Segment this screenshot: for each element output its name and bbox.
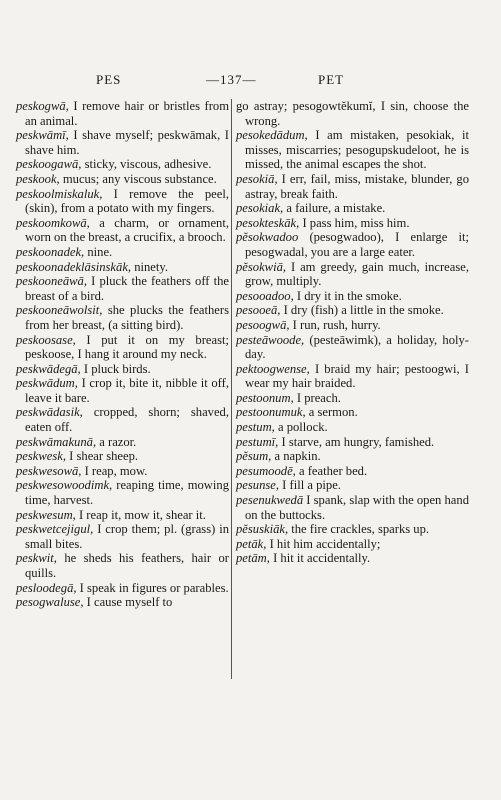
entry-headword: pesokiā, [236, 171, 278, 186]
entry-headword: peskwāmakunā, [16, 434, 97, 449]
dictionary-entry [236, 303, 469, 318]
dictionary-entry [16, 581, 229, 596]
entry-definition: a feather bed. [295, 463, 368, 478]
entry-headword: peskoolmiskaluk, [16, 186, 103, 201]
dictionary-entry [16, 362, 229, 377]
dictionary-entry [236, 493, 469, 522]
entry-definition: (pesogwadoo), I enlarge it; pesogwadal, you are a large eater. [245, 230, 469, 259]
dictionary-entry [16, 551, 229, 580]
entry-headword: peskoogawā, [16, 157, 82, 172]
entry-headword: pesenukwedā [236, 493, 304, 508]
entry-definition: reaping time, mowing time, harvest. [25, 478, 229, 508]
entry-definition: I remove the peel, (skin), from a potato with my fingers. [25, 186, 229, 216]
entry-definition: mucus; any viscous substance. [59, 171, 217, 186]
dictionary-entry [236, 216, 469, 231]
dictionary-entry [16, 187, 229, 216]
entry-definition: I shear sheep. [66, 449, 139, 464]
entry-definition: I err, fail, miss, mistake, blunder, go astray, break faith. [245, 171, 469, 201]
dictionary-entry [236, 230, 469, 259]
entry-headword: peskooneāwolsit, [16, 303, 103, 318]
dictionary-entry [16, 435, 229, 450]
entry-headword: pesokteskāk, [236, 215, 300, 230]
entry-definition: cropped, shorn; shaved, eaten off. [25, 405, 229, 435]
dictionary-entry [236, 260, 469, 289]
entry-headword: pestoonum, [236, 390, 294, 405]
dictionary-entry [16, 464, 229, 479]
right-column [236, 99, 469, 566]
entry-headword: peskooneāwā, [16, 274, 87, 289]
entry-headword: peskwādegā, [16, 361, 81, 376]
entry-headword: pesloodegā, [16, 580, 77, 595]
entry-definition: I braid my hair; pestoogwi, I wear my hair braided. [245, 361, 469, 391]
entry-headword: pektoogwense, [236, 361, 310, 376]
dictionary-entry [16, 99, 229, 128]
entry-headword: peskogwā, [16, 99, 69, 113]
entry-definition: I dry it in the smoke. [293, 288, 402, 303]
entry-headword: pĕsokwiā, [236, 259, 287, 274]
left-column [16, 99, 229, 610]
entry-headword: peskoomkowā, [16, 215, 90, 230]
dictionary-entry [16, 405, 229, 434]
entry-headword: peskoonadek, [16, 244, 85, 259]
entry-headword: peskoonadeklāsinskāk, [16, 259, 132, 274]
entry-headword: pĕsum, [236, 449, 272, 464]
dictionary-entry [16, 216, 229, 245]
dictionary-entry [16, 478, 229, 507]
entry-headword: pestum, [236, 420, 275, 435]
entry-headword: pĕsokwadoo [236, 230, 299, 245]
entry-headword: peskwetcejigul, [16, 522, 94, 537]
entry-definition: sticky, viscous, adhesive. [81, 157, 212, 172]
page-header [0, 72, 501, 92]
entry-headword: pesteāwoode, [236, 332, 305, 347]
entry-headword: pesokiak, [236, 201, 284, 216]
entry-headword: peskwādasik, [16, 405, 83, 420]
entry-headword: petāk, [236, 536, 267, 551]
entry-headword: peskwesk, [16, 449, 67, 464]
entry-headword: petām, [236, 551, 270, 566]
entry-definition: I pass him, miss him. [299, 215, 410, 230]
entry-definition: I hit him accidentally; [266, 536, 381, 551]
entry-definition: I hit it accidentally. [269, 551, 371, 566]
dictionary-entry [236, 537, 469, 552]
entry-definition: the fire crackles, sparks up. [288, 522, 430, 537]
entry-definition: he sheds his feathers, hair or quills. [25, 551, 229, 580]
entry-headword: pesumoodē, [236, 463, 296, 478]
dictionary-entry [16, 128, 229, 157]
dictionary-entry [16, 172, 229, 187]
header-right-guideword: PET [318, 72, 345, 87]
entry-definition: I cause myself to [83, 595, 173, 610]
entry-definition: I crop them; pl. (grass) in small bites. [25, 522, 229, 551]
dictionary-entry [236, 289, 469, 304]
entry-definition: (pesteāwimk), a holiday, holy-day. [245, 332, 469, 362]
entry-headword: pesoogwā, [236, 317, 290, 332]
dictionary-entry [16, 333, 229, 362]
entry-definition: a napkin. [271, 449, 321, 464]
entry-definition: I am mistaken, pesokiak, it misses, miscarries; pesogupskudeloot, he is missed, the animal escapes the shot. [245, 128, 469, 172]
entry-definition: nine. [84, 244, 113, 259]
entry-headword: peskoosase, [16, 332, 76, 347]
entry-definition: I fill a pipe. [279, 478, 341, 493]
entry-headword: peskwādum, [16, 376, 78, 391]
dictionary-entry [236, 333, 469, 362]
dictionary-entry [236, 391, 469, 406]
dictionary-entry [236, 405, 469, 420]
entry-definition: I speak in figures or parables. [76, 580, 229, 595]
dictionary-entry [16, 595, 229, 610]
entry-definition: I shave myself; peskwāmak, I shave him. [25, 128, 229, 157]
entry-headword: peskwesum, [16, 507, 76, 522]
entry-definition: a charm, or ornament, worn on the breast, a crucifix, a brooch. [25, 215, 229, 245]
entry-definition: I pluck birds. [80, 361, 151, 376]
entry-headword: peskook, [16, 171, 60, 186]
dictionary-entry [16, 376, 229, 405]
entry-definition: a razor. [96, 434, 137, 449]
dictionary-entry [236, 318, 469, 333]
entry-headword: pĕsuskiāk, [236, 522, 289, 537]
entry-definition: a failure, a mistake. [283, 201, 386, 216]
entry-definition: I remove hair or bristles from an animal. [25, 99, 229, 128]
dictionary-entry [16, 522, 229, 551]
entry-definition: a sermon. [305, 405, 358, 420]
entry-headword: peskwesowoodimk, [16, 478, 113, 493]
entry-headword: pesooadoo, [236, 288, 294, 303]
entry-definition: go astray; pesogowtĕkumĭ, I sin, choose the wrong. [236, 99, 469, 128]
dictionary-entry [236, 464, 469, 479]
dictionary-entry [236, 201, 469, 216]
entry-definition: I spank, slap with the open hand on the buttocks. [245, 493, 469, 522]
dictionary-entry [236, 420, 469, 435]
entry-headword: pestoonumuk, [236, 405, 306, 420]
entry-headword: pesokedādum, [236, 128, 308, 143]
dictionary-entry [236, 362, 469, 391]
dictionary-entry [16, 157, 229, 172]
dictionary-entry [236, 99, 469, 128]
entry-definition: I run, rush, hurry. [289, 317, 381, 332]
dictionary-entry [16, 449, 229, 464]
entry-definition: I am greedy, gain much, increase, grow, multiply. [245, 259, 469, 289]
entry-definition: I reap, mow. [81, 463, 148, 478]
entry-definition: I pluck the feathers off the breast of a bird. [25, 274, 229, 303]
entry-definition: ninety. [131, 259, 169, 274]
entry-headword: pestumī, [236, 434, 279, 449]
dictionary-entry [16, 508, 229, 523]
entry-definition: I dry (fish) a little in the smoke. [280, 303, 444, 318]
dictionary-entry [236, 449, 469, 464]
entry-definition: she plucks the feathers from her breast, (a sitting bird). [25, 303, 229, 332]
entry-definition: I reap it, mow it, shear it. [75, 507, 206, 522]
entry-headword: peskwit, [16, 551, 57, 566]
dictionary-entry [16, 274, 229, 303]
entry-definition: I preach. [293, 390, 341, 405]
dictionary-entry [236, 435, 469, 450]
entry-definition: I put it on my breast; peskoose, I hang it around my neck. [25, 332, 229, 362]
page-number: —137— [206, 72, 257, 87]
dictionary-entry [16, 260, 229, 275]
dictionary-entry [236, 522, 469, 537]
entry-headword: pesunse, [236, 478, 280, 493]
dictionary-entry [236, 128, 469, 172]
header-left-guideword: PES [96, 72, 122, 87]
dictionary-entry [16, 303, 229, 332]
entry-headword: peskwāmī, [16, 128, 69, 143]
dictionary-entry [236, 478, 469, 493]
dictionary-entry [236, 551, 469, 566]
column-divider [231, 99, 232, 679]
entry-definition: I crop it, bite it, nibble it off, leave it bare. [25, 376, 229, 405]
entry-headword: peskwesowā, [16, 463, 82, 478]
entry-definition: I starve, am hungry, famished. [278, 434, 435, 449]
dictionary-entry [16, 245, 229, 260]
entry-definition: a pollock. [274, 420, 328, 435]
dictionary-entry [236, 172, 469, 201]
entry-headword: pesooeā, [236, 303, 281, 318]
entry-headword: pesogwaluse, [16, 595, 84, 610]
